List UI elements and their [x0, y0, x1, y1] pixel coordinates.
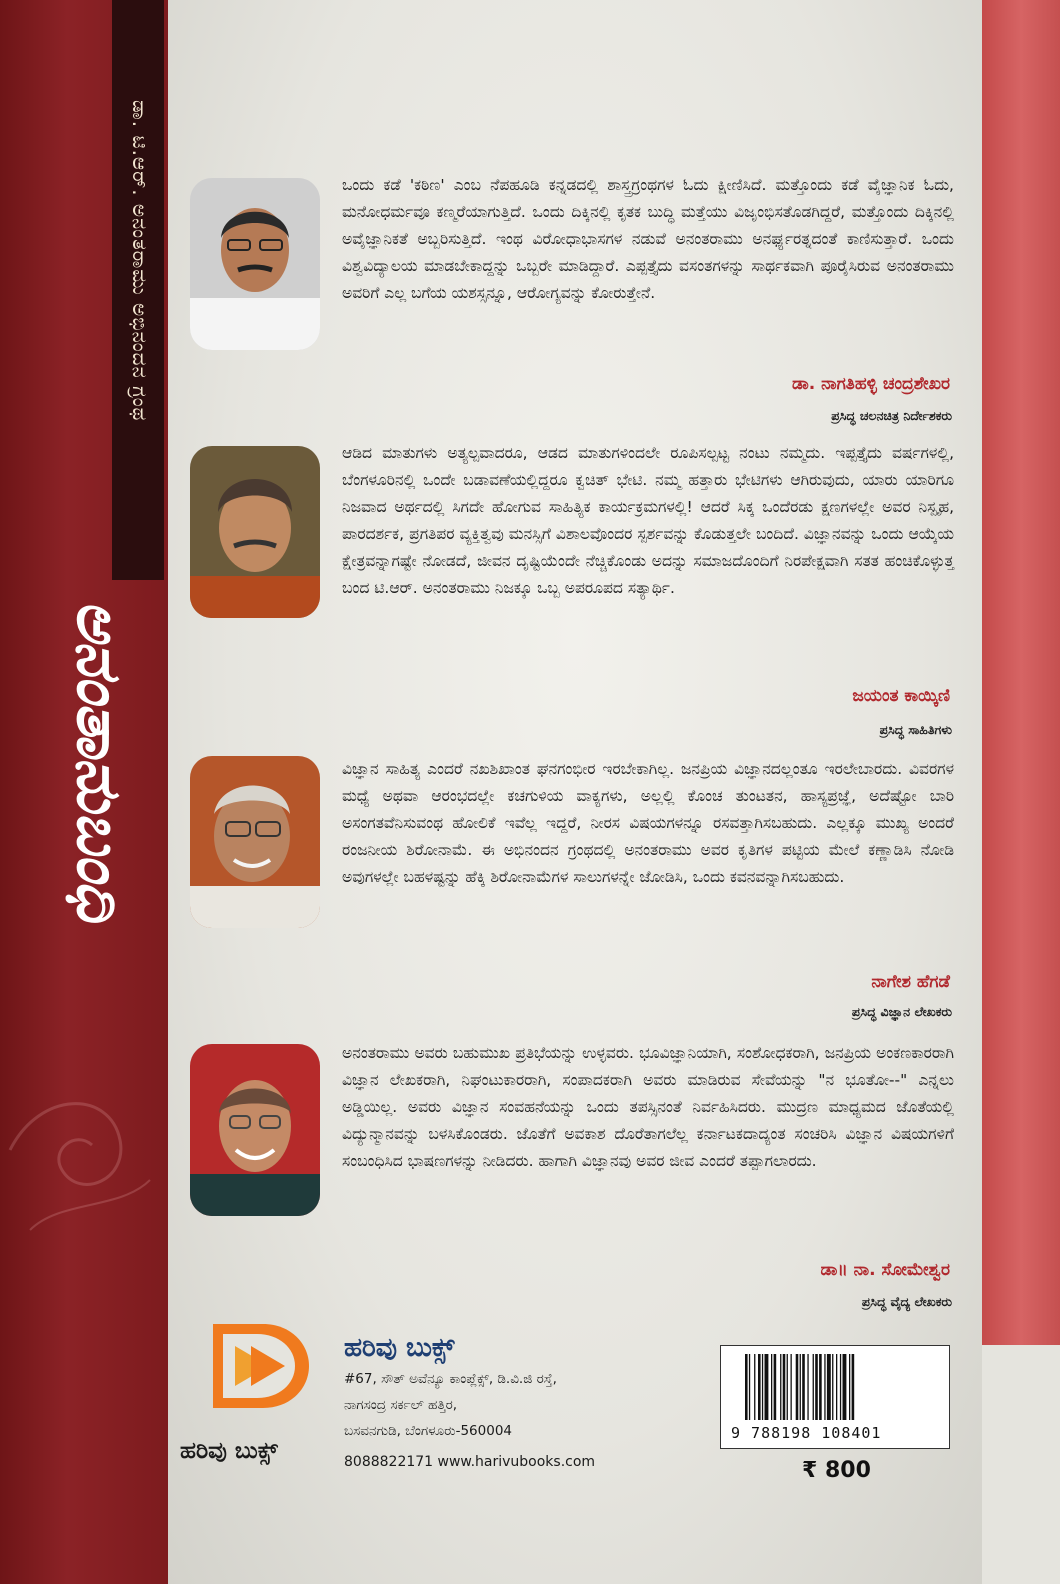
publisher-name: ಹರಿವು ಬುಕ್ಸ್ — [344, 1333, 455, 1363]
author-photo-3 — [190, 756, 320, 928]
author-photo-1 — [190, 178, 320, 350]
author-photo-2 — [190, 446, 320, 618]
publisher-address-line-2: ನಾಗಸಂದ್ರ ಸರ್ಕಲ್ ಹತ್ತಿರ, — [344, 1397, 458, 1413]
author-photo-4 — [190, 1044, 320, 1216]
barcode-bars-icon — [745, 1354, 935, 1420]
testimonial-author-3: ನಾಗೇಶ ಹೆಗಡೆ — [871, 972, 950, 992]
spine-subtitle: ಡಾ. ಟಿ.ಆರ್. ಅನಂತರಾಮು ಅಭಿನಂದನ ಗ್ರಂಥ — [128, 100, 152, 422]
publisher-contact: 8088822171 www.harivubooks.com — [344, 1454, 596, 1470]
testimonial-role-2: ಪ್ರಸಿದ್ಧ ಸಾಹಿತಿಗಳು — [879, 722, 952, 737]
isbn-barcode — [720, 1345, 950, 1449]
publisher-logo-text: ಹರಿವು ಬುಕ್ಸ್ — [180, 1438, 278, 1464]
testimonial-author-4: ಡಾ॥ ನಾ. ಸೋಮೇಶ್ವರ — [820, 1260, 950, 1280]
cover-edge-bottom — [982, 1345, 1060, 1584]
spine-title: ಅನಂತಾನುಬಂಧಿ — [63, 600, 136, 922]
testimonial-role-3: ಪ್ರಸಿದ್ಧ ವಿಜ್ಞಾನ ಲೇಖಕರು — [851, 1004, 952, 1019]
flourish-ornament-icon — [0, 1030, 168, 1250]
testimonial-role-4: ಪ್ರಸಿದ್ಧ ವೈದ್ಯ ಲೇಖಕರು — [861, 1294, 952, 1309]
testimonial-role-1: ಪ್ರಸಿದ್ಧ ಚಲನಚಿತ್ರ ನಿರ್ದೇಶಕರು — [831, 408, 952, 423]
barcode-digits: 9 788198 108401 — [731, 1424, 882, 1442]
testimonial-text-4: ಅನಂತರಾಮು ಅವರು ಬಹುಮುಖ ಪ್ರತಿಭೆಯನ್ನು ಉಳ್ಳವರು. ಭೂವಿಜ್ಞಾನಿಯಾಗಿ, ಸಂಶೋಧಕರಾಗಿ, ಜನಪ್ರಿಯ ಅಂಕಣಕಾರರಾಗಿ ವಿಜ್ಞಾನ ಲೇಖಕರಾಗಿ, ನಿಘಂಟುಕಾರರಾಗಿ, ಸಂಪಾದಕರಾಗಿ ಅವರು ಮಾಡಿರುವ ಸೇವೆಯನ್ನು "ನ ಭೂತೋ--" ಎನ್ನಲು ಅಡ್ಡಿಯಿಲ್ಲ. ಅವರು ವಿಜ್ಞಾನ ಸಂವಹನೆಯನ್ನು ಒಂದು ತಪಸ್ಸಿನಂತೆ ನಿರ್ವಹಿಸಿದರು. ಮುದ್ರಣ ಮಾಧ್ಯಮದ ಜೊತೆಯಲ್ಲಿ ವಿದ್ಯುನ್ಮಾನವನ್ನು ಬಳಸಿಕೊಂಡರು. ಜೊತೆಗೆ ಅವಕಾಶ ದೊರೆತಾಗಲೆಲ್ಲ ಕರ್ನಾಟಕದಾದ್ಯಂತ ಸಂಚರಿಸಿ ವಿಜ್ಞಾನ ವಿಷಯಗಳಿಗೆ ಸಂಬಂಧಿಸಿದ ಭಾಷಣಗಳನ್ನು ನೀಡಿದರು. ಹಾಗಾಗಿ ವಿಜ್ಞಾನವು ಅವರ ಜೀವ ಎಂದರೆ ತಪ್ಪಾಗಲಾರದು. — [342, 1044, 954, 1170]
book-price: ₹ 800 — [802, 1458, 871, 1483]
publisher-address-line-1: #67, ಸೌತ್ ಅವೆನ್ಯೂ ಕಾಂಪ್ಲೆಕ್ಸ್, ಡಿ.ವಿ.ಜಿ ರಸ್ತೆ, — [344, 1371, 557, 1387]
testimonial-author-2: ಜಯಂತ ಕಾಯ್ಕಿಣಿ — [852, 686, 950, 706]
publisher-address-line-3: ಬಸವನಗುಡಿ, ಬೆಂಗಳೂರು-560004 — [344, 1423, 512, 1439]
publisher-logo-icon — [205, 1318, 317, 1418]
testimonial-author-1: ಡಾ. ನಾಗತಿಹಳ್ಳಿ ಚಂದ್ರಶೇಖರ — [791, 374, 950, 394]
testimonial-text-1: ಒಂದು ಕಡೆ 'ಕಠಿಣ' ಎಂಬ ನೆಪಹೂಡಿ ಕನ್ನಡದಲ್ಲಿ ಶಾಸ್ತ್ರಗ್ರಂಥಗಳ ಓದು ಕ್ಷೀಣಿಸಿದೆ. ಮತ್ತೊಂದು ಕಡೆ ವೈಜ್ಞಾನಿಕ ಓದು, ಮನೋಧರ್ಮವೂ ಕಣ್ಮರೆಯಾಗುತ್ತಿದೆ. ಒಂದು ದಿಕ್ಕಿನಲ್ಲಿ ಕೃತಕ ಬುದ್ಧಿ ಮತ್ತೆಯು ವಿಜೃಂಭಿಸತೊಡಗಿದ್ದರೆ, ಮತ್ತೊಂದು ದಿಕ್ಕಿನಲ್ಲಿ ಅವೈಜ್ಞಾನಿಕತೆ ಅಬ್ಬರಿಸುತ್ತಿದೆ. ಇಂಥ ವಿರೋಧಾಭಾಸಗಳ ನಡುವೆ ಅನಂತರಾಮು ಅನರ್ಘ್ಯರತ್ನದಂತೆ ಕಾಣಿಸುತ್ತಾರೆ. ಒಂದು ವಿಶ್ವವಿದ್ಯಾಲಯ ಮಾಡಬೇಕಾದ್ದನ್ನು ಒಬ್ಬರೇ ಮಾಡಿದ್ದಾರೆ. ಎಪ್ಪತ್ತೈದು ವಸಂತಗಳನ್ನು ಸಾರ್ಥಕವಾಗಿ ಪೂರೈಸಿರುವ ಅನಂತರಾಮು ಅವರಿಗೆ ಎಲ್ಲ ಬಗೆಯ ಯಶಸ್ಸನ್ನೂ, ಆರೋಗ್ಯವನ್ನು ಕೋರುತ್ತೇನೆ. — [342, 176, 954, 302]
testimonial-text-2: ಆಡಿದ ಮಾತುಗಳು ಅತ್ಯಲ್ಪವಾದರೂ, ಆಡದ ಮಾತುಗಳಿಂದಲೇ ರೂಪಿಸಲ್ಪಟ್ಟ ನಂಟು ನಮ್ಮದು. ಇಪ್ಪತ್ತೈದು ವರ್ಷಗಳಲ್ಲಿ, ಬೆಂಗಳೂರಿನಲ್ಲಿ ಒಂದೇ ಬಡಾವಣೆಯಲ್ಲಿದ್ದರೂ ಕ್ವಚಿತ್ ಭೇಟಿ. ನಮ್ಮ ಹತ್ತಾರು ಭೇಟಿಗಳು ಆಗಿರುವುದು, ಯಾರು ಯಾರಿಗೂ ನಿಜವಾದ ಅರ್ಥದಲ್ಲಿ ಸಿಗದೇ ಹೋಗುವ ಸಾಹಿತ್ಯಿಕ ಕಾರ್ಯಕ್ರಮಗಳಲ್ಲಿ! ಆದರೆ ಸಿಕ್ಕ ಒಂದೆರಡು ಕ್ಷಣಗಳಲ್ಲೇ ಅವರ ನಿಸ್ಪೃಹ, ಪಾರದರ್ಶಕ, ಪ್ರಗತಿಪರ ವ್ಯಕ್ತಿತ್ವವು ಮನಸ್ಸಿಗೆ ವಿಶಾಲವೊಂದರ ಸ್ಪರ್ಶವನ್ನು ಕೊಡುತ್ತಲೇ ಬಂದಿದೆ. ವಿಜ್ಞಾನವನ್ನು ಒಂದು ಆಯ್ಕೆಯ ಕ್ಷೇತ್ರವನ್ನಾಗಷ್ಟೇ ನೋಡದೆ, ಜೀವನ ದೃಷ್ಟಿಯೆಂದೇ ನೆಚ್ಚಿಕೊಂಡು ಅದನ್ನು ಸಮಾಜದೊಂದಿಗೆ ನಿರಪೇಕ್ಷವಾಗಿ ಸತತ ಹಂಚಿಕೊಳ್ಳುತ್ತ ಬಂದ ಟಿ.ಆರ್. ಅನಂತರಾಮು ನಿಜಕ್ಕೂ ಒಬ್ಬ ಅಪರೂಪದ ಸತ್ಯಾರ್ಥಿ. — [342, 444, 954, 597]
book-spine — [0, 0, 168, 1584]
testimonial-text-3: ವಿಜ್ಞಾನ ಸಾಹಿತ್ಯ ಎಂದರೆ ನಖಶಿಖಾಂತ ಘನಗಂಭೀರ ಇರಬೇಕಾಗಿಲ್ಲ. ಜನಪ್ರಿಯ ವಿಜ್ಞಾನದಲ್ಲಂತೂ ಇರಲೇಬಾರದು. ವಿವರಗಳ ಮಧ್ಯೆ ಅಥವಾ ಆರಂಭದಲ್ಲೇ ಕಚಗುಳಿಯ ವಾಕ್ಯಗಳು, ಅಲ್ಲಲ್ಲಿ ಕೊಂಚ ತುಂಟತನ, ಹಾಸ್ಯಪ್ರಜ್ಞೆ, ಅದೆಷ್ಟೋ ಬಾರಿ ಅಸಂಗತವೆನಿಸುವಂಥ ಹೋಲಿಕೆ ಇವೆಲ್ಲ ಇದ್ದರೆ, ನೀರಸ ವಿಷಯಗಳನ್ನೂ ರಸವತ್ತಾಗಿಸಬಹುದು. ಎಲ್ಲಕ್ಕೂ ಮುಖ್ಯ ಅಂದರೆ ರಂಜನೀಯ ಶಿರೋನಾಮೆ. ಈ ಅಭಿನಂದನ ಗ್ರಂಥದಲ್ಲಿ ಅನಂತರಾಮು ಅವರ ಕೃತಿಗಳ ಪಟ್ಟಿಯ ಮೇಲೆ ಕಣ್ಣಾಡಿಸಿ ನೋಡಿ ಅವುಗಳಲ್ಲೇ ಬಹಳಷ್ಟನ್ನು ಹೆಕ್ಕಿ ಶಿರೋನಾಮೆಗಳ ಸಾಲುಗಳನ್ನೇ ಜೋಡಿಸಿ, ಒಂದು ಕವನವನ್ನಾಗಿಸಬಹುದು. — [342, 760, 954, 886]
cover-edge-strip — [982, 0, 1060, 1345]
